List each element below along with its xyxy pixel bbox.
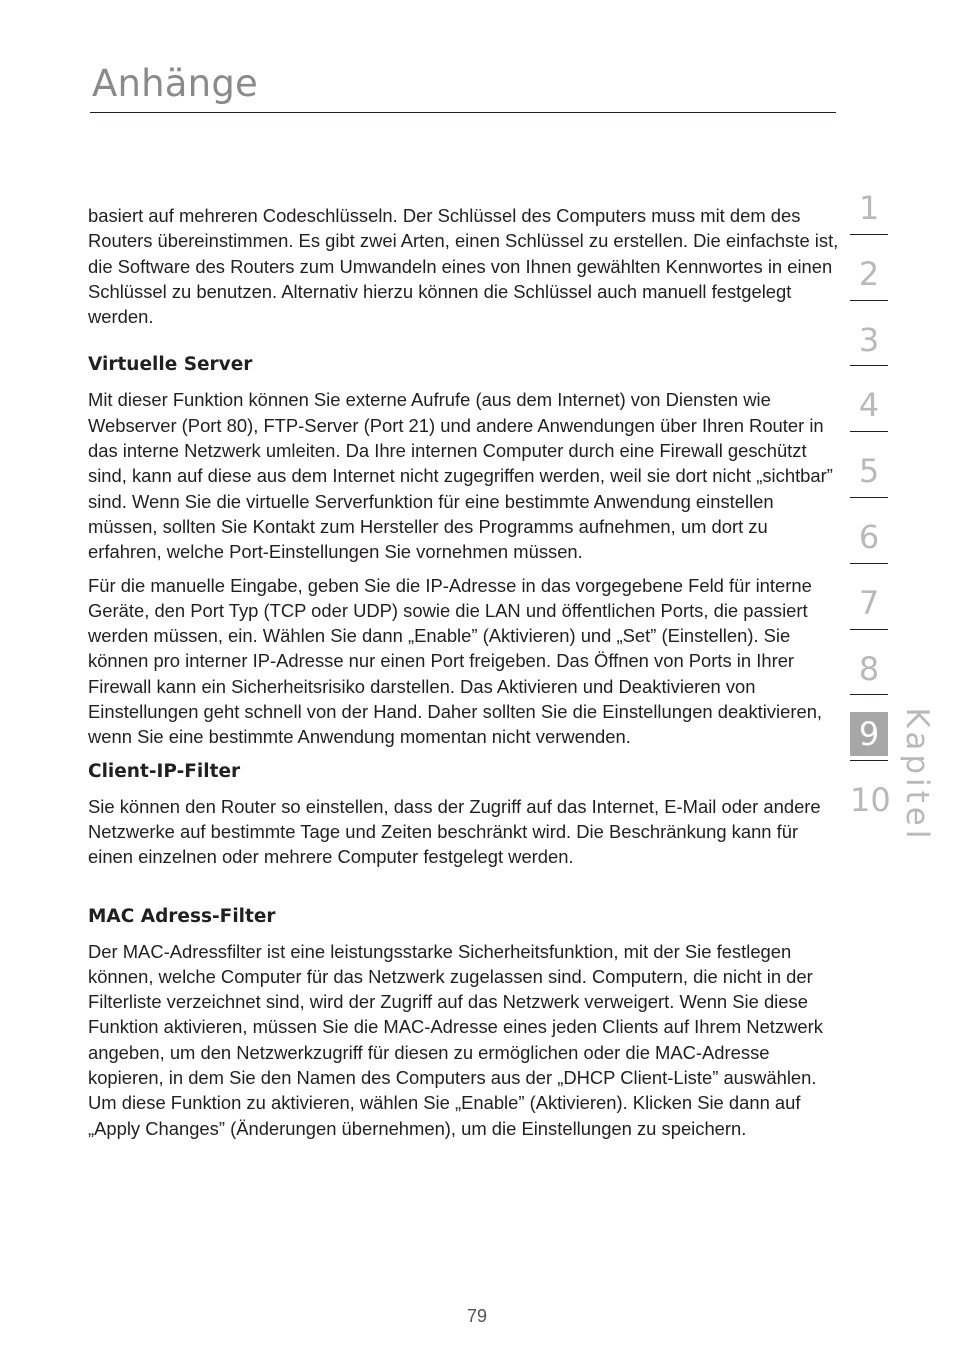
chapter-tab-1[interactable] [850, 182, 888, 248]
chapter-divider [850, 431, 888, 432]
chapter-tab-8[interactable] [850, 643, 888, 709]
chapter-number: 3 [858, 320, 880, 359]
chapter-number: 10 [850, 781, 891, 820]
active-chapter-highlight [850, 712, 888, 756]
chapter-number: 9 [858, 715, 880, 754]
chapter-divider [850, 760, 888, 761]
chapter-divider [850, 234, 888, 235]
chapter-tab-4[interactable] [850, 379, 888, 445]
title-divider [90, 112, 836, 113]
chapter-divider [850, 497, 888, 498]
chapter-divider [850, 694, 888, 695]
chapter-number: 6 [858, 517, 880, 556]
chapter-label: Kapitel [899, 707, 935, 843]
heading-client-ip-filter: Client-IP-Filter [88, 760, 241, 782]
chapter-number: 8 [858, 649, 880, 688]
page-number: 79 [466, 1306, 488, 1326]
virtual-server-paragraph-1: Mit dieser Funktion können Sie externe Aufrufe (aus dem Internet) von Diensten wie Webserver (Port 80), FTP-Server (Port 21) und andere Anwendungen über Ihren Router in das interne Netzwerk umleiten. Da Ihre internen Computer durch eine Firewall geschützt sind, kann auf diese aus dem Internet nicht zugegriffen werden, weil sie dort nicht „sichtbar” sind. Wenn Sie die virtuelle Serverfunktion für eine bestimmte Anwendung einstellen müssen, sollten Sie Kontakt zum Hersteller des Programms aufnehmen, um dort zu erfahren, welche Port-Einstellungen Sie vornehmen müssen. [88, 389, 833, 563]
client-ip-filter-paragraph: Sie können den Router so einstellen, dass der Zugriff auf das Internet, E-Mail oder andere Netzwerke auf bestimmte Tage und Zeiten beschränkt wird. Die Beschränkung kann für einen einzelnen oder mehrere Computer festgelegt werden. [88, 795, 821, 868]
chapter-tab-9-active[interactable] [850, 708, 888, 774]
chapter-number: 1 [858, 189, 880, 227]
virtual-server-paragraph-2: Für die manuelle Eingabe, geben Sie die IP-Adresse in das vorgegebene Feld für interne Geräte, den Port Typ (TCP oder UDP) sowie die LAN und öffentlichen Ports, die passiert werden müssen, ein. Wählen Sie dann „Enable” (Aktivieren) und „Set” (Einstellen). Sie können pro interner IP-Adresse nur einen Port freigeben. Das Öffnen von Ports in Ihrer Firewall kann ein Sicherheitsrisiko darstellen. Das Aktivieren und Deaktivieren von Einstellungen geht schnell von der Hand. Daher sollten Sie die Einstellungen deaktivieren, wenn Sie eine bestimmte Anwendung momentan nicht verwenden. [88, 574, 823, 748]
heading-mac-filter: MAC Adress-Filter [88, 905, 276, 927]
chapter-tab-10[interactable] [850, 774, 891, 840]
chapter-divider [850, 629, 888, 630]
chapter-number: 5 [858, 452, 880, 491]
chapter-divider [850, 563, 888, 564]
chapter-nav [850, 182, 891, 840]
chapter-tab-2[interactable] [850, 248, 888, 314]
mac-filter-paragraph: Der MAC-Adressfilter ist eine leistungsstarke Sicherheitsfunktion, mit der Sie festlegen können, welche Computer für das Netzwerk zugelassen sind. Computern, die nicht in der Filterliste verzeichnet sind, wird der Zugriff auf das Netzwerk verweigert. Wenn Sie diese Funktion aktivieren, müssen Sie die MAC-Adresse eines jeden Clients auf Ihrem Netzwerk angeben, um den Netzwerkzugriff für diesen zu ermöglichen oder die MAC-Adresse kopieren, in dem Sie den Namen des Computers aus der „DHCP Client-Liste” auswählen. Um diese Funktion zu aktivieren, wählen Sie „Enable” (Aktivieren). Klicken Sie dann auf „Apply Changes” (Änderungen übernehmen), um die Einstellungen zu speichern. [88, 940, 823, 1139]
chapter-tab-7[interactable] [850, 577, 888, 643]
chapter-number: 7 [858, 583, 880, 622]
page-title: Anhänge [92, 62, 258, 105]
chapter-divider [850, 300, 888, 301]
chapter-number: 2 [858, 254, 880, 293]
chapter-tab-5[interactable] [850, 445, 888, 511]
heading-virtual-server: Virtuelle Server [88, 354, 253, 376]
chapter-tab-3[interactable] [850, 314, 888, 380]
main-content [88, 203, 844, 1141]
chapter-divider [850, 365, 888, 366]
intro-paragraph: basiert auf mehreren Codeschlüsseln. Der Schlüssel des Computers muss mit dem des Routers übereinstimmen. Es gibt zwei Arten, einen Schlüssel zu erstellen. Die einfachste ist, die Software des Routers zum Umwandeln eines von Ihnen gewählten Kennwortes in einen Schlüssel zu benutzen. Alternativ hierzu können die Schlüssel auch manuell festgelegt werden. [88, 205, 839, 328]
chapter-number: 4 [858, 386, 880, 425]
chapter-tab-6[interactable] [850, 511, 888, 577]
